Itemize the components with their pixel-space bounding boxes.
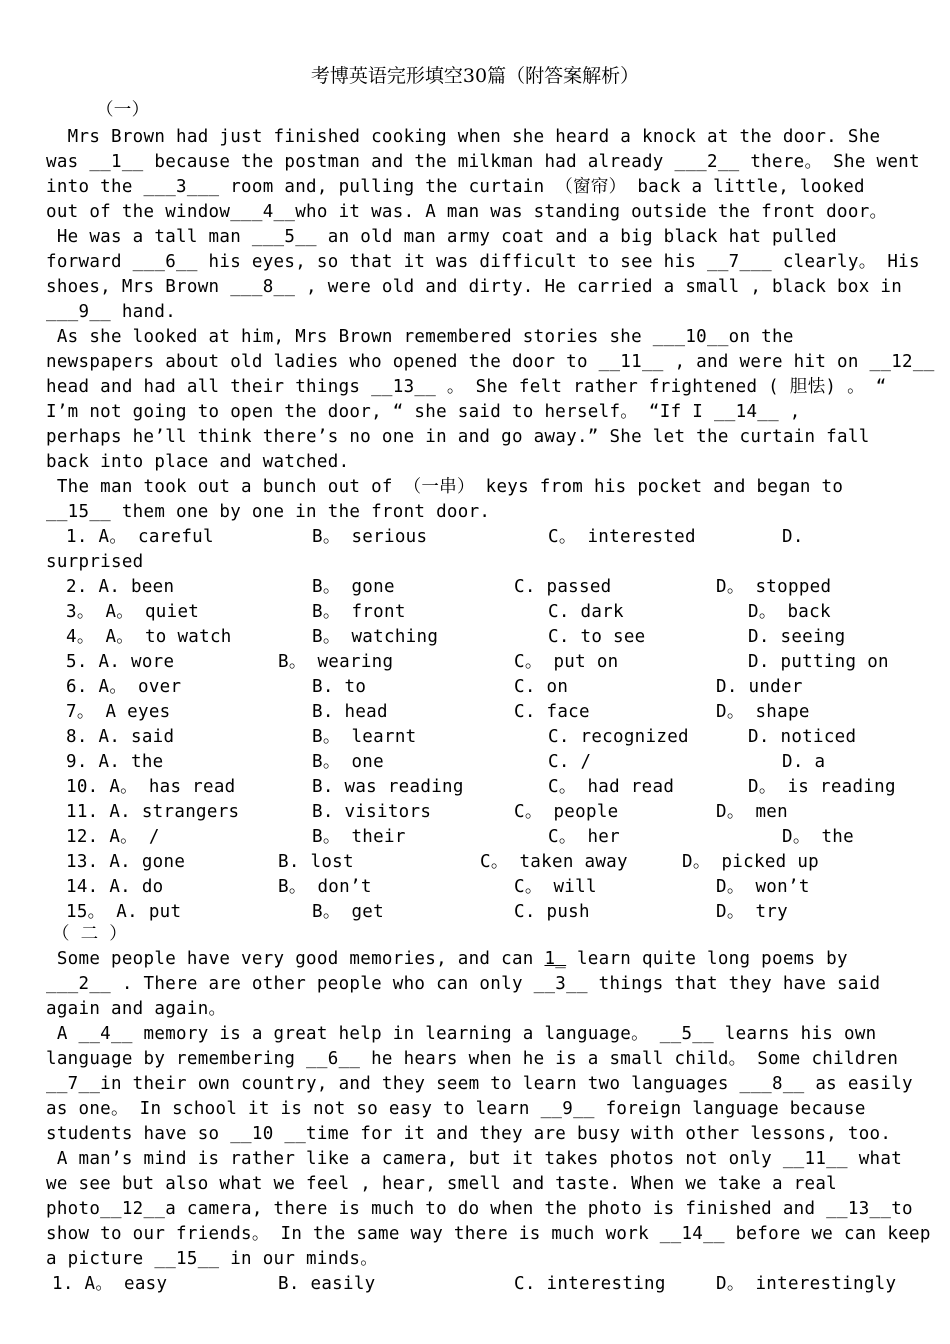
section-heading: （ 二 ）	[52, 924, 128, 944]
option-c: C. recognized	[548, 727, 689, 747]
question-number-option-a: 15。 A. put	[66, 902, 182, 922]
question-number-option-a: 3。 A。 quiet	[66, 602, 200, 622]
question-number-option-a: 12. A。 /	[66, 827, 160, 847]
option-d: D。 shape	[716, 702, 810, 722]
passage-line: as one。 In school it is not so easy to learn __9__ foreign language because	[46, 1099, 866, 1119]
option-b: B. was reading	[312, 777, 464, 797]
option-c: C. to see	[548, 627, 646, 647]
question-number-option-a: 13. A. gone	[66, 852, 186, 872]
option-d: D. putting on	[748, 652, 889, 672]
option-b: B。 serious	[312, 527, 428, 547]
option-d: D. seeing	[748, 627, 846, 647]
passage-line: __7__in their own country, and they seem to learn two languages ___8__ as easily	[46, 1074, 913, 1094]
passage-line: __15__ them one by one in the front door.	[46, 502, 491, 522]
question-number-option-a: 2. A. been	[66, 577, 175, 597]
option-b: B。 gone	[312, 577, 395, 597]
option-b: B. lost	[278, 852, 354, 872]
question-number-option-a: 9. A. the	[66, 752, 164, 772]
question-number-option-a: 14. A. do	[66, 877, 164, 897]
question-number-option-a: 6. A。 over	[66, 677, 182, 697]
option-c: C。 her	[548, 827, 620, 847]
option-d: D. noticed	[748, 727, 857, 747]
option-wrap-text: surprised	[46, 552, 144, 572]
document-title: 考博英语完形填空30篇（附答案解析）	[310, 65, 640, 87]
option-d: D。 back	[748, 602, 831, 622]
passage-line: newspapers about old ladies who opened the door to __11__ , and were hit on __12__	[46, 352, 935, 372]
option-b: B. to	[312, 677, 367, 697]
option-d: D。 stopped	[716, 577, 832, 597]
passage-line: He was a tall man ___5__ an old man army coat and a big black hat pulled	[46, 227, 838, 247]
passage-line: again and again。	[46, 999, 227, 1019]
option-b: B。 learnt	[312, 727, 417, 747]
option-c: C。 had read	[548, 777, 675, 797]
passage-line: students have so __10 __time for it and they are busy with other lessons, too.	[46, 1124, 892, 1144]
passage-line: The man took out a bunch out of （一串） keys from his pocket and began to	[46, 477, 844, 497]
option-d: D.	[782, 527, 804, 547]
option-d: D。 picked up	[682, 852, 819, 872]
passage-line: forward ___6__ his eyes, so that it was difficult to see his __7___ clearly。 His	[46, 252, 920, 272]
question-number-option-a: 11. A. strangers	[66, 802, 240, 822]
passage-line	[46, 947, 848, 972]
option-c: C. face	[514, 702, 590, 722]
option-d: D。 interestingly	[716, 1274, 897, 1294]
passage-line: language by remembering __6__ he hears when he is a small child。 Some children	[46, 1049, 899, 1069]
passage-line: we see but also what we feel , hear, smell and taste. When we take a real	[46, 1174, 838, 1194]
option-b: B。 one	[312, 752, 384, 772]
passage-line: Mrs Brown had just finished cooking when she heard a knock at the door. She	[46, 127, 881, 147]
option-b: B。 their	[312, 827, 406, 847]
option-b: B. head	[312, 702, 388, 722]
passage-line: a picture __15__ in our minds。	[46, 1249, 379, 1269]
option-c: C。 will	[514, 877, 597, 897]
passage-text: Some people have very good memories, and can	[46, 949, 545, 969]
question-number-option-a: 1. A。 easy	[52, 1274, 168, 1294]
passage-line: photo__12__a camera, there is much to do when the photo is finished and __13__to	[46, 1199, 913, 1219]
option-c: C. interesting	[514, 1274, 666, 1294]
option-c: C。 people	[514, 802, 619, 822]
option-d: D. under	[716, 677, 803, 697]
passage-line: out of the window___4__who it was. A man was standing outside the front door。	[46, 202, 888, 222]
option-d: D。 the	[782, 827, 854, 847]
passage-line: perhaps he’ll think there’s no one in and go away.” She let the curtain fall	[46, 427, 870, 447]
passage-line: back into place and watched.	[46, 452, 350, 472]
section-heading: （一）	[96, 100, 150, 120]
passage-line: I’m not going to open the door, “ she said to herself。 “If I __14__ ,	[46, 402, 801, 422]
blank-underlined: 1_	[544, 949, 567, 969]
passage-line: ___2__ . There are other people who can only __3__ things that they have said	[46, 974, 881, 994]
option-c: C。 put on	[514, 652, 619, 672]
option-c: C。 taken away	[480, 852, 628, 872]
option-d: D。 won’t	[716, 877, 810, 897]
question-number-option-a: 8. A. said	[66, 727, 175, 747]
passage-line: into the ___3___ room and, pulling the curtain （窗帘） back a little, looked	[46, 177, 865, 197]
passage-line: A __4__ memory is a great help in learning a language。 __5__ learns his own	[46, 1024, 877, 1044]
passage-line: ___9__ hand.	[46, 302, 177, 322]
option-b: B。 watching	[312, 627, 439, 647]
option-c: C. on	[514, 677, 569, 697]
option-d: D. a	[782, 752, 826, 772]
passage-text: learn quite long poems by	[566, 949, 848, 969]
option-b: B. easily	[278, 1274, 376, 1294]
option-c: C. dark	[548, 602, 624, 622]
option-b: B。 wearing	[278, 652, 394, 672]
option-c: C. /	[548, 752, 592, 772]
option-b: B. visitors	[312, 802, 432, 822]
question-number-option-a: 10. A。 has read	[66, 777, 236, 797]
option-c: C. push	[514, 902, 590, 922]
passage-line: was __1__ because the postman and the milkman had already ___2__ there。 She went	[46, 152, 920, 172]
option-d: D。 men	[716, 802, 788, 822]
question-number-option-a: 7。 A eyes	[66, 702, 171, 722]
option-b: B。 get	[312, 902, 384, 922]
option-b: B。 don’t	[278, 877, 372, 897]
passage-line: show to our friends。 In the same way there is much work __14__ before we can keep	[46, 1224, 931, 1244]
passage-line: A man’s mind is rather like a camera, but it takes photos not only __11__ what	[46, 1149, 903, 1169]
option-c: C. passed	[514, 577, 612, 597]
question-number-option-a: 5. A. wore	[66, 652, 175, 672]
option-b: B。 front	[312, 602, 406, 622]
option-d: D。 try	[716, 902, 788, 922]
question-number-option-a: 1. A。 careful	[66, 527, 214, 547]
passage-line: As she looked at him, Mrs Brown remembered stories she ___10__on the	[46, 327, 794, 347]
passage-line: shoes, Mrs Brown ___8__ , were old and dirty. He carried a small , black box in	[46, 277, 903, 297]
question-number-option-a: 4。 A。 to watch	[66, 627, 232, 647]
option-d: D。 is reading	[748, 777, 896, 797]
option-c: C。 interested	[548, 527, 696, 547]
passage-line: head and had all their things __13__ 。 She felt rather frightened ( 胆怯) 。 “	[46, 377, 887, 397]
